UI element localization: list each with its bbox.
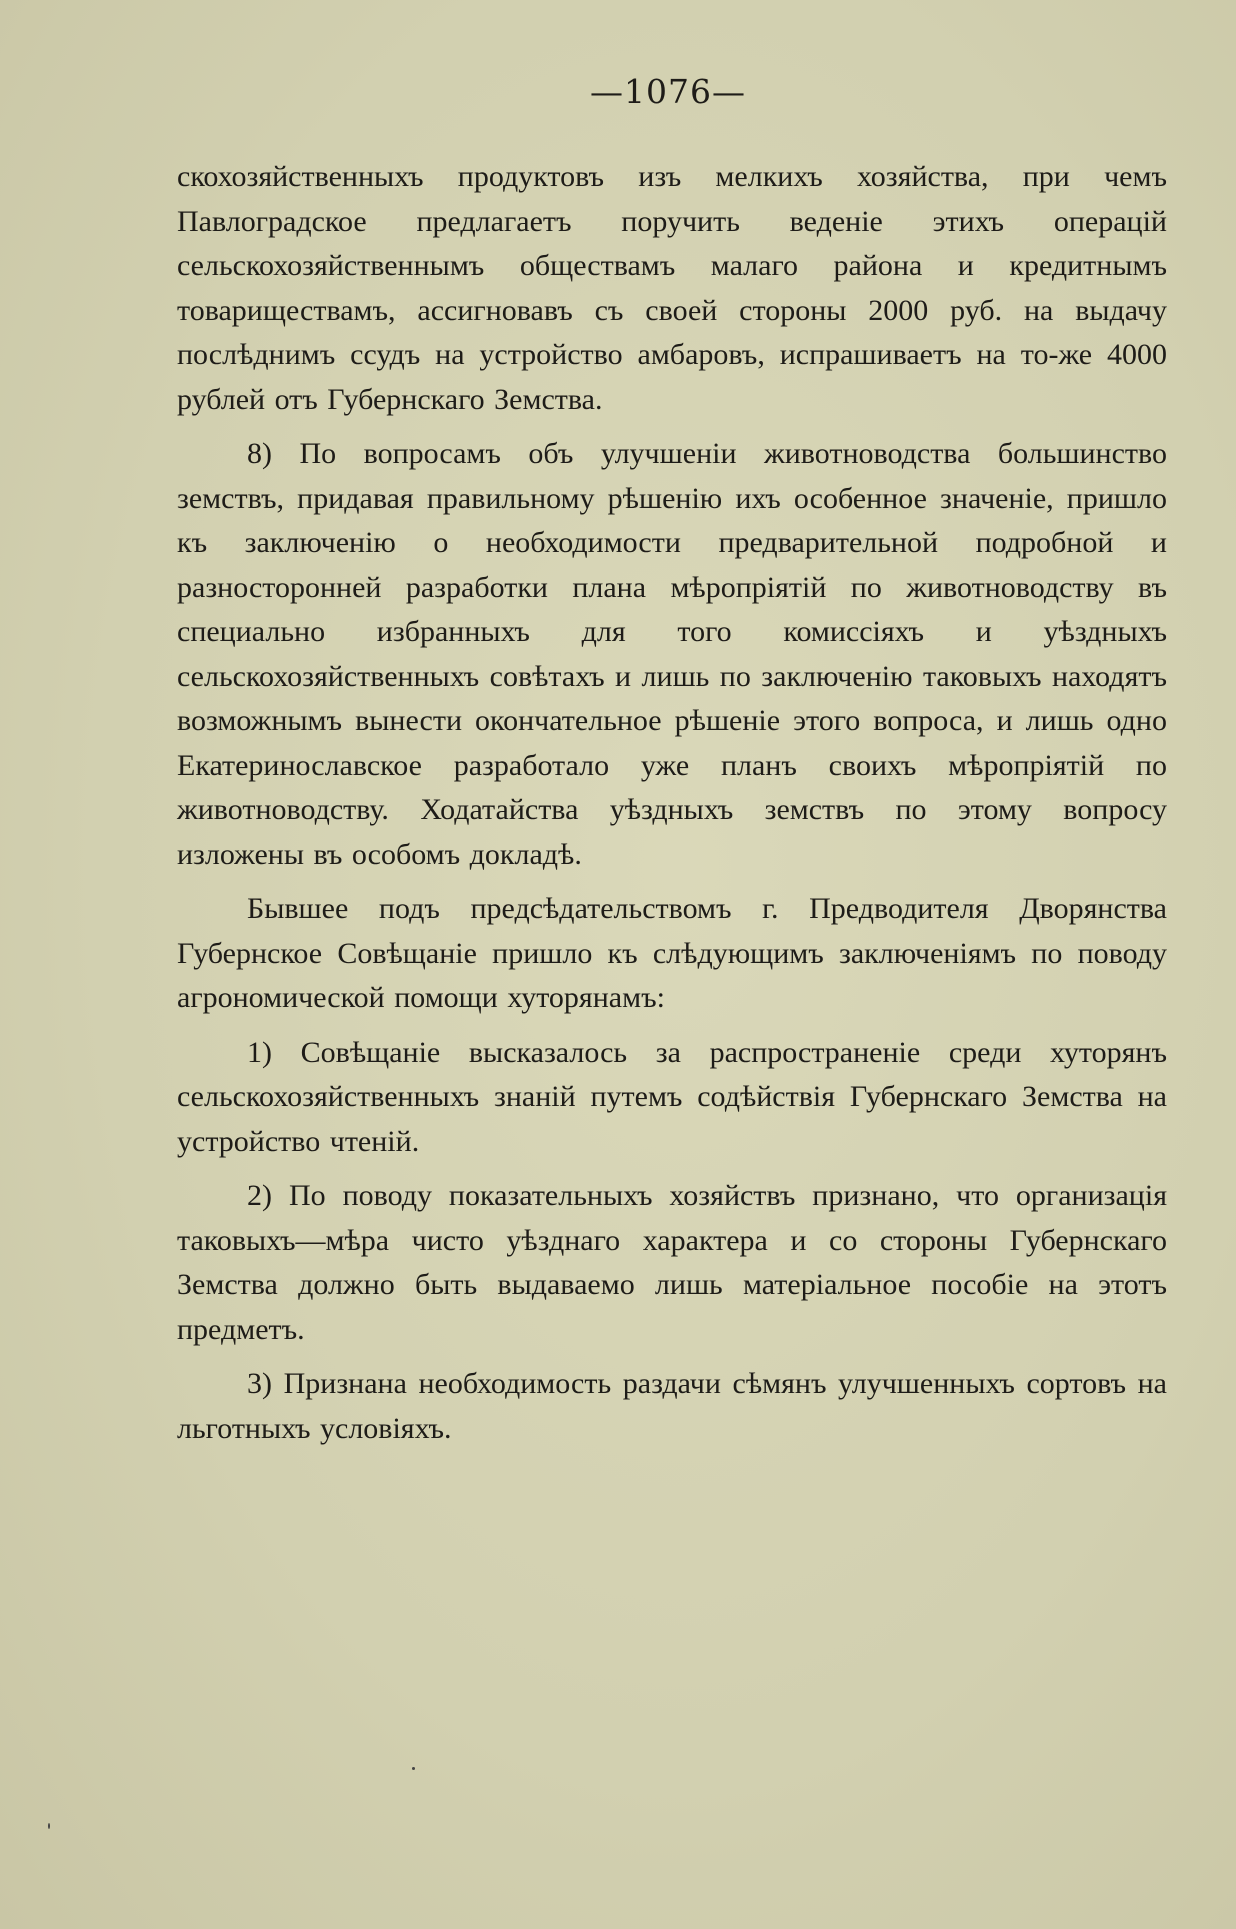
paragraph-provincial-meeting: Бывшее подъ предсѣдательствомъ г. Предводителя Дворянства Губернское Совѣщаніе пришло къ слѣдующимъ заключеніямъ по поводу агрономической помощи хуторянамъ:	[177, 892, 1167, 1014]
body-text	[177, 155, 1167, 1461]
paragraph-continuation: скохозяйственныхъ продуктовъ изъ мелкихъ хозяйства, при чемъ Павлоградское предлагаетъ поручить веденіе этихъ операцій сельскохозяйственнымъ обществамъ малаго района и кредитнымъ товариществамъ, ассигновавъ съ своей стороны 2000 руб. на выдачу послѣднимъ ссудъ на устройство амбаровъ, испрашиваетъ на то-же 4000 рублей отъ Губернскаго Земства.	[177, 160, 1167, 416]
page-number: —1076—	[590, 72, 746, 111]
paragraph-8-livestock: 8) По вопросамъ объ улучшеніи животноводства большинство земствъ, придавая правильному рѣшенію ихъ особенное значеніе, пришло къ заключенію о необходимости предварительной подробной и разносторонней разработки плана мѣропріятій по животноводству въ специально избранныхъ для того комиссіяхъ и уѣздныхъ сельскохозяйственныхъ совѣтахъ и лишь по заключенію таковыхъ находятъ возможнымъ вынести окончательное рѣшеніе этого вопроса, и лишь одно Екатеринославское разработало уже планъ своихъ мѣропріятій по животноводству. Ходатайства уѣздныхъ земствъ по этому вопросу изложены въ особомъ докладѣ.	[177, 437, 1167, 871]
paper-speck	[48, 1823, 50, 1829]
paragraph-conclusion-3: 3) Признана необходимость раздачи сѣмянъ улучшенныхъ сортовъ на льготныхъ условіяхъ.	[177, 1367, 1167, 1445]
paper-speck	[412, 1767, 415, 1770]
paragraph-conclusion-1: 1) Совѣщаніе высказалось за распространеніе среди хуторянъ сельскохозяйственныхъ знаній путемъ содѣйствія Губернскаго Земства на устройство чтеній.	[177, 1035, 1167, 1158]
paragraph-conclusion-2: 2) По поводу показательныхъ хозяйствъ признано, что организація таковыхъ—мѣра чисто уѣзднаго характера и со стороны Губернскаго Земства должно быть выдаваемо лишь матеріальное пособіе на этотъ предметъ.	[177, 1179, 1167, 1346]
